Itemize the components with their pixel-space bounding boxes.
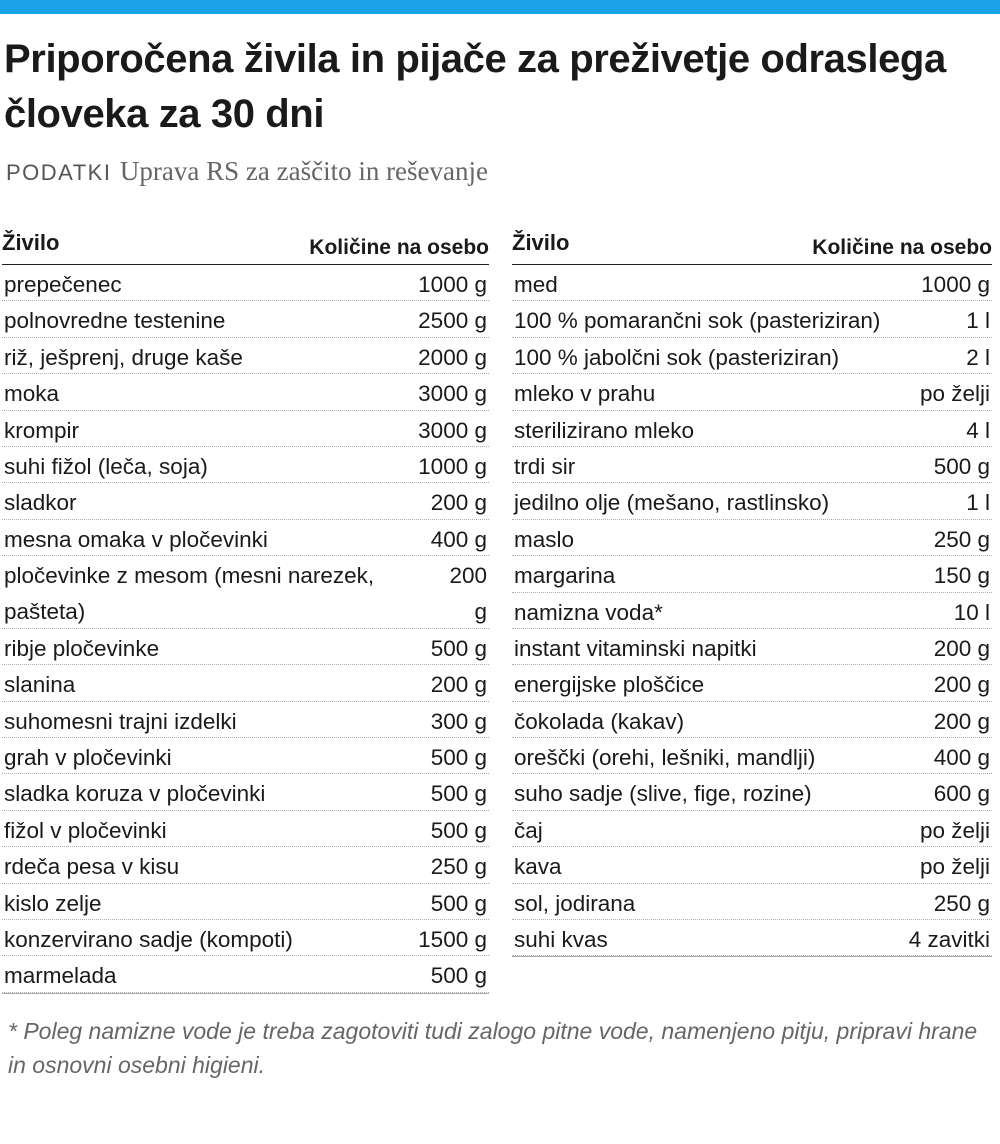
item-quantity: 1000 g (921, 272, 990, 297)
table-row (512, 593, 992, 629)
item-name: konzervirano sadje (kompoti) (4, 927, 293, 953)
table-row (2, 483, 489, 519)
item-name: 100 % pomarančni sok (pasteriziran) (514, 308, 881, 334)
item-quantity: 500 g (430, 890, 487, 916)
item-name: marmelada (4, 963, 117, 989)
table-row (2, 956, 489, 992)
item-name: oreščki (orehi, lešniki, mandlji) (514, 745, 816, 771)
item-name: energijske ploščice (514, 672, 705, 698)
item-quantity: 400 g (430, 526, 487, 552)
item-name: med (514, 272, 558, 297)
item-name: jedilno olje (mešano, rastlinsko) (514, 490, 830, 516)
item-quantity: 2500 g (418, 308, 487, 334)
item-name: ribje pločevinke (4, 635, 160, 661)
item-name: kislo zelje (4, 890, 102, 916)
item-quantity: 500 g (430, 745, 487, 771)
table-body-left (2, 265, 489, 993)
column-header-item: Živilo (2, 230, 60, 255)
item-name: sterilizirano mleko (514, 417, 695, 443)
column-header-quantity: Količine na osebo (812, 236, 992, 259)
item-quantity: 500 g (430, 781, 487, 807)
item-quantity: 200 g (933, 708, 990, 734)
item-quantity: 3000 g (418, 417, 487, 443)
item-quantity: 1 l (966, 490, 990, 516)
item-quantity: 200 g (449, 563, 487, 625)
item-quantity: 3000 g (418, 381, 487, 407)
item-quantity: 150 g (933, 563, 990, 589)
item-quantity: 2000 g (418, 344, 487, 370)
item-name: sol, jodirana (514, 890, 636, 916)
item-name: riž, ješprenj, druge kaše (4, 344, 243, 370)
item-name: polnovredne testenine (4, 308, 226, 334)
item-name: rdeča pesa v kisu (4, 854, 180, 880)
item-name: mesna omaka v pločevinki (4, 526, 268, 552)
table-row (2, 301, 489, 337)
table-left (2, 226, 489, 994)
item-quantity: 10 l (953, 599, 990, 625)
table-row (2, 629, 489, 665)
item-quantity: 200 g (430, 672, 487, 698)
item-name: instant vitaminski napitki (514, 635, 757, 661)
item-quantity: 250 g (430, 854, 487, 880)
item-quantity: 4 zavitki (908, 927, 990, 953)
table-row (2, 374, 489, 410)
item-name: čaj (514, 817, 543, 843)
table-row (2, 811, 489, 847)
table-row (512, 265, 992, 301)
item-quantity: 1 l (966, 308, 990, 334)
table-row (512, 811, 992, 847)
table-row (2, 702, 489, 738)
item-quantity: 1000 g (418, 453, 487, 479)
item-name: prepečenec (4, 272, 122, 297)
table-row (2, 447, 489, 483)
table-right (512, 226, 992, 957)
footnote: * Poleg namizne vode je treba zagotoviti tudi zalogo pitne vode, namenjeno pitju, pripravi hrane in osnovni osebni higieni. (8, 1018, 978, 1078)
item-name: margarina (514, 563, 616, 589)
item-quantity: 1500 g (418, 927, 487, 953)
item-name: 100 % jabolčni sok (pasteriziran) (514, 344, 840, 370)
item-quantity: 4 l (966, 417, 990, 443)
item-quantity: po želji (919, 817, 990, 843)
item-name: moka (4, 381, 60, 407)
table-row (512, 338, 992, 374)
item-name: maslo (514, 526, 575, 552)
table-row (512, 556, 992, 592)
page-title: Priporočena živila in pijače za preživetje odraslega človeka za 30 dni (4, 37, 946, 136)
item-quantity: 250 g (933, 526, 990, 552)
item-name: sladka koruza v pločevinki (4, 781, 266, 807)
item-quantity: 200 g (430, 490, 487, 516)
table-row (2, 338, 489, 374)
item-name: suhi fižol (leča, soja) (4, 453, 208, 479)
item-name: trdi sir (514, 453, 576, 479)
item-name: pločevinke z mesom (mesni narezek, pašteta) (4, 563, 375, 625)
table-row (512, 847, 992, 883)
source-line (6, 156, 488, 187)
item-name: suho sadje (slive, fige, rozine) (514, 781, 812, 807)
top-accent-bar (0, 0, 1000, 14)
table-row (512, 301, 992, 337)
item-quantity: 500 g (430, 635, 487, 661)
item-name: namizna voda* (514, 599, 663, 625)
table-row (512, 665, 992, 701)
table-row (2, 411, 489, 447)
table-row (512, 774, 992, 810)
source-label: PODATKI (6, 160, 112, 185)
item-quantity: 500 g (430, 963, 487, 989)
item-quantity: po želji (919, 854, 990, 880)
item-quantity: 2 l (966, 344, 990, 370)
table-row (512, 411, 992, 447)
item-name: suhomesni trajni izdelki (4, 708, 237, 734)
table-row (512, 483, 992, 519)
item-quantity: 500 g (430, 817, 487, 843)
table-row (2, 265, 489, 301)
item-quantity: 200 g (933, 635, 990, 661)
table-row (2, 738, 489, 774)
item-name: čokolada (kakav) (514, 708, 685, 734)
item-name: kava (514, 854, 562, 880)
item-name: mleko v prahu (514, 381, 656, 407)
table-row (512, 629, 992, 665)
item-quantity: 250 g (933, 890, 990, 916)
item-name: krompir (4, 417, 80, 443)
table-row (512, 738, 992, 774)
item-quantity: 200 g (933, 672, 990, 698)
table-row (512, 374, 992, 410)
item-name: suhi kvas (514, 927, 608, 953)
table-row (2, 884, 489, 920)
item-name: grah v pločevinki (4, 745, 172, 771)
table-row (2, 556, 489, 629)
item-name: sladkor (4, 490, 77, 516)
table-row (2, 520, 489, 556)
table-header-right (512, 226, 992, 265)
table-row (512, 447, 992, 483)
item-name: slanina (4, 672, 76, 698)
item-quantity: 400 g (933, 745, 990, 771)
table-row (512, 920, 992, 956)
table-row (2, 665, 489, 701)
item-quantity: 500 g (933, 453, 990, 479)
table-body-right (512, 265, 992, 956)
column-header-item: Živilo (512, 230, 570, 255)
table-row (2, 920, 489, 956)
table-row (2, 774, 489, 810)
table-header-left (2, 226, 489, 265)
column-header-quantity: Količine na osebo (309, 236, 489, 259)
item-name: fižol v pločevinki (4, 817, 167, 843)
table-row (2, 847, 489, 883)
item-quantity: 600 g (933, 781, 990, 807)
table-row (512, 520, 992, 556)
source-text: Uprava RS za zaščito in reševanje (119, 156, 489, 186)
table-row (512, 702, 992, 738)
table-row (512, 884, 992, 920)
item-quantity: 1000 g (418, 272, 487, 297)
item-quantity: po želji (919, 381, 990, 407)
item-quantity: 300 g (430, 708, 487, 734)
